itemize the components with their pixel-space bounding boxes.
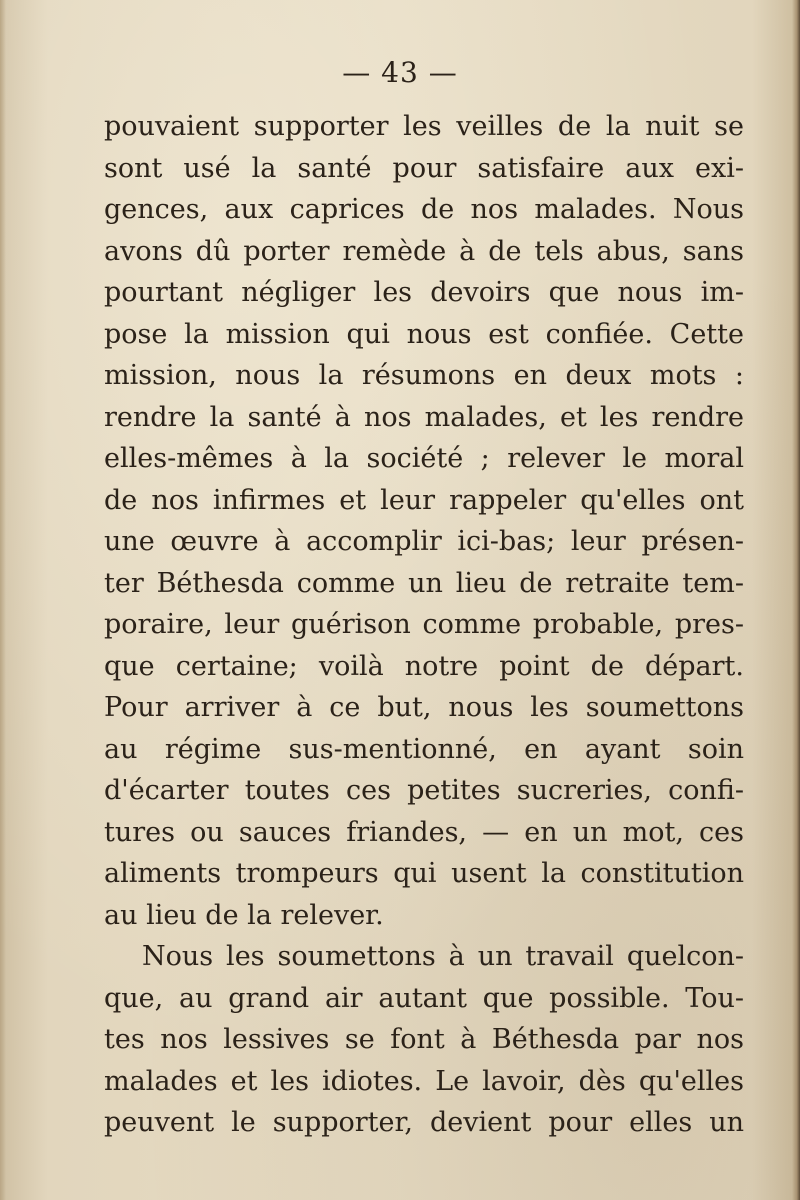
text-line: aliments trompeurs qui usent la constitution: [104, 858, 744, 889]
text-line: au lieu de la relever.: [104, 899, 384, 931]
text-line: pouvaient supporter les veilles de la nuit se: [104, 111, 744, 142]
paragraph-start-line: Nous les soumettons à un travail quelcon-: [142, 941, 744, 972]
text-line: mission, nous la résumons en deux mots :: [104, 360, 744, 391]
text-line: gences, aux caprices de nos malades. Nous: [104, 194, 744, 225]
text-line: rendre la santé à nos malades, et les rendre: [104, 401, 744, 433]
text-line: une œuvre à accomplir ici-bas; leur présen-: [104, 526, 744, 557]
text-line: malades et les idiotes. Le lavoir, dès qu'elles: [104, 1065, 744, 1097]
body-text: [104, 106, 744, 1144]
text-line: Pour arriver à ce but, nous les soumettons: [104, 692, 744, 723]
page-right-edge: [792, 0, 800, 1200]
text-line: d'écarter toutes ces petites sucreries, confi-: [104, 775, 744, 806]
text-line: tures ou sauces friandes, — en un mot, ces: [104, 816, 744, 848]
text-line: ter Béthesda comme un lieu de retraite tem-: [104, 567, 744, 599]
text-line: sont usé la santé pour satisfaire aux exi-: [104, 152, 744, 184]
text-line: que certaine; voilà notre point de départ.: [104, 650, 744, 682]
text-line: avons dû porter remède à de tels abus, sans: [104, 235, 744, 267]
text-line: tes nos lessives se font à Béthesda par nos: [104, 1024, 744, 1055]
text-line: que, au grand air autant que possible. Tou-: [104, 982, 744, 1014]
text-line: poraire, leur guérison comme probable, pres-: [104, 609, 744, 640]
text-line: elles-mêmes à la société ; relever le moral: [104, 443, 744, 474]
text-line: pourtant négliger les devoirs que nous im-: [104, 277, 744, 308]
text-line: au régime sus-mentionné, en ayant soin: [104, 733, 744, 765]
text-line: de nos infirmes et leur rappeler qu'elles ont: [104, 484, 744, 516]
text-line: pose la mission qui nous est confiée. Cette: [104, 318, 744, 350]
text-line: peuvent le supporter, devient pour elles un: [104, 1107, 744, 1138]
page-left-edge: [0, 0, 6, 1200]
page-number: — 43 —: [342, 56, 458, 89]
